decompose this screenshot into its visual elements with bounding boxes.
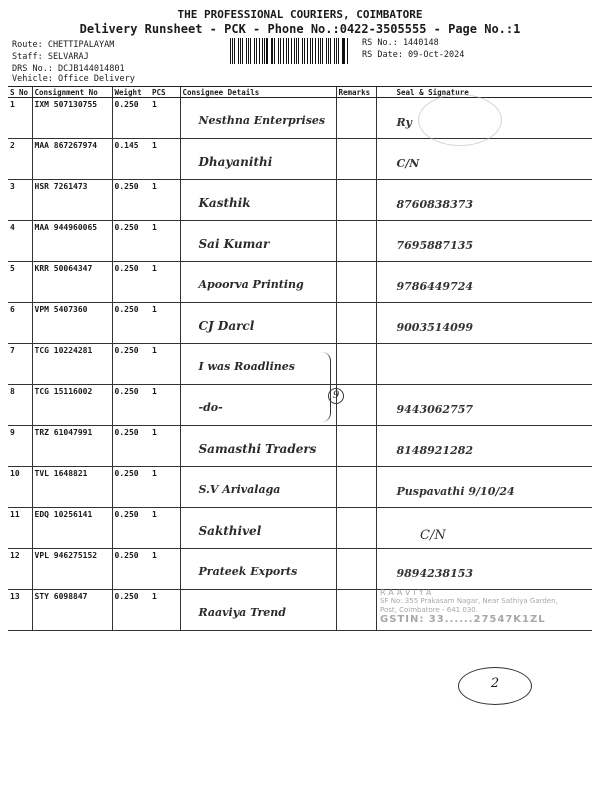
page-circle-number: 2 xyxy=(490,676,500,691)
cell-remarks xyxy=(336,549,376,590)
cell-sno: 9 xyxy=(8,426,32,467)
cell-remarks xyxy=(336,98,376,139)
cell-consignment: TCG 15116002 xyxy=(32,385,112,426)
cell-signature xyxy=(376,549,592,590)
consignee-handwriting: Sakthivel xyxy=(198,524,262,538)
col-sno: S No xyxy=(8,87,32,98)
cell-remarks xyxy=(336,262,376,303)
cell-consignment: IXM 507130755 xyxy=(32,98,112,139)
cell-sno: 6 xyxy=(8,303,32,344)
barcode-image xyxy=(230,38,350,64)
cell-consignment: MAA 944960065 xyxy=(32,221,112,262)
cell-remarks xyxy=(336,344,376,385)
cell-consignee xyxy=(180,508,336,549)
consignee-handwriting: CJ Darcl xyxy=(198,319,255,333)
cell-sno: 11 xyxy=(8,508,32,549)
barcode-bar xyxy=(242,38,243,64)
seal-mark xyxy=(418,94,502,146)
barcode-bar xyxy=(274,38,275,64)
cell-weight: 0.145 xyxy=(112,139,150,180)
cell-consignee xyxy=(180,98,336,139)
col-remarks: Remarks xyxy=(336,87,376,98)
cell-pcs: 1 xyxy=(150,549,180,590)
cell-remarks xyxy=(336,180,376,221)
table-row xyxy=(8,385,592,426)
signature-handwriting: 9786449724 xyxy=(396,280,474,293)
cell-sno: 8 xyxy=(8,385,32,426)
barcode-bar xyxy=(286,38,287,64)
cell-pcs: 1 xyxy=(150,467,180,508)
consignee-handwriting: Raaviya Trend xyxy=(198,606,286,619)
vehicle-label: Vehicle: Office Delivery xyxy=(12,74,135,84)
cell-consignment: KRR 50064347 xyxy=(32,262,112,303)
page-circle xyxy=(458,667,532,705)
barcode-bar xyxy=(280,38,281,64)
cell-consignment: HSR 7261473 xyxy=(32,180,112,221)
cell-signature xyxy=(376,426,592,467)
cell-pcs: 1 xyxy=(150,180,180,221)
table-row xyxy=(8,344,592,385)
runsheet-table xyxy=(8,86,592,631)
cell-sno: 7 xyxy=(8,344,32,385)
cell-pcs: 1 xyxy=(150,508,180,549)
signature-handwriting: 7695887135 xyxy=(396,239,474,252)
signature-handwriting: Ry xyxy=(396,116,412,129)
barcode-bar xyxy=(302,38,303,64)
consignee-handwriting: Samasthi Traders xyxy=(198,442,317,456)
col-consignee: Consignee Details xyxy=(180,87,336,98)
cell-remarks xyxy=(336,303,376,344)
consignee-handwriting: Sai Kumar xyxy=(198,237,270,251)
stamp-line-1: RAAVIYA xyxy=(380,588,435,597)
cell-weight: 0.250 xyxy=(112,426,150,467)
cell-consignee xyxy=(180,590,336,631)
company-title: THE PROFESSIONAL COURIERS, COIMBATORE xyxy=(177,8,423,21)
cell-weight: 0.250 xyxy=(112,549,150,590)
signature-handwriting: 9894238153 xyxy=(396,567,474,580)
cell-weight: 0.250 xyxy=(112,98,150,139)
cell-remarks xyxy=(336,508,376,549)
barcode-bar xyxy=(262,38,263,64)
table-row xyxy=(8,221,592,262)
cell-sno: 13 xyxy=(8,590,32,631)
cell-sno: 4 xyxy=(8,221,32,262)
cell-consignee xyxy=(180,262,336,303)
consignee-handwriting: Nesthna Enterprises xyxy=(198,114,326,127)
cell-weight: 0.250 xyxy=(112,303,150,344)
cell-consignment: VPM 5407360 xyxy=(32,303,112,344)
signature-handwriting: Puspavathi 9/10/24 xyxy=(396,485,515,498)
cell-consignee xyxy=(180,426,336,467)
table-row xyxy=(8,262,592,303)
cell-remarks xyxy=(336,467,376,508)
cell-weight: 0.250 xyxy=(112,344,150,385)
signature-handwriting: 9003514099 xyxy=(396,321,474,334)
cell-pcs: 1 xyxy=(150,385,180,426)
bracket-mark xyxy=(322,352,331,422)
stamp-line-2: SF No: 355 Prakasam Nagar, Near Sathiya Garden, xyxy=(380,597,558,605)
cell-remarks xyxy=(336,590,376,631)
cell-signature xyxy=(376,139,592,180)
cell-consignment: STY 6098847 xyxy=(32,590,112,631)
barcode-bar xyxy=(336,38,337,64)
barcode-bar xyxy=(310,38,311,64)
barcode-bar xyxy=(304,38,305,64)
cell-consignment: TCG 10224281 xyxy=(32,344,112,385)
cell-sno: 2 xyxy=(8,139,32,180)
consignee-handwriting: S.V Arivalaga xyxy=(198,483,281,496)
cell-pcs: 1 xyxy=(150,98,180,139)
col-pcs: PCS xyxy=(150,87,180,98)
company-stamp xyxy=(380,588,570,654)
cell-sno: 10 xyxy=(8,467,32,508)
barcode-bar xyxy=(294,38,295,64)
consignee-handwriting: I was Roadlines xyxy=(198,360,295,373)
cell-signature xyxy=(376,508,592,549)
table-header-row xyxy=(8,87,592,98)
cell-consignee xyxy=(180,303,336,344)
cell-consignee xyxy=(180,467,336,508)
consignee-handwriting: Kasthik xyxy=(198,196,251,210)
cell-signature xyxy=(376,344,592,385)
stamp-line-4: GSTIN: 33......27547K1ZL xyxy=(380,614,546,625)
cell-weight: 0.250 xyxy=(112,385,150,426)
signature-handwriting: 9443062757 xyxy=(396,403,474,416)
cell-consignee xyxy=(180,180,336,221)
signature-handwriting: 8760838373 xyxy=(396,198,474,211)
col-weight: Weight xyxy=(112,87,150,98)
staff-label: Staff: SELVARAJ xyxy=(12,52,89,62)
col-seal-signature: Seal & Signature xyxy=(376,87,592,98)
table-row xyxy=(8,467,592,508)
cell-weight: 0.250 xyxy=(112,262,150,303)
col-consignment: Consignment No xyxy=(32,87,112,98)
cell-pcs: 1 xyxy=(150,262,180,303)
cell-pcs: 1 xyxy=(150,139,180,180)
table-row xyxy=(8,180,592,221)
cell-consignee xyxy=(180,385,336,426)
barcode-bar xyxy=(318,38,319,64)
cell-pcs: 1 xyxy=(150,344,180,385)
barcode-bar xyxy=(238,38,239,64)
cell-consignee xyxy=(180,549,336,590)
cell-signature xyxy=(376,221,592,262)
cell-consignee xyxy=(180,344,336,385)
barcode-bar xyxy=(266,38,267,64)
cell-signature xyxy=(376,303,592,344)
cell-pcs: 1 xyxy=(150,221,180,262)
barcode-bar xyxy=(343,38,344,64)
cell-signature xyxy=(376,180,592,221)
stamp-line-3: Post, Coimbatore - 641 030. xyxy=(380,606,478,614)
cell-sno: 12 xyxy=(8,549,32,590)
barcode-bar xyxy=(330,38,331,64)
barcode-bar xyxy=(250,38,251,64)
runsheet-title: Delivery Runsheet - PCK - Phone No.:0422-3505555 - Page No.:1 xyxy=(79,22,521,36)
cell-pcs: 1 xyxy=(150,426,180,467)
cell-consignment: MAA 867267974 xyxy=(32,139,112,180)
consignee-handwriting: Dhayanithi xyxy=(198,155,273,169)
cell-consignee xyxy=(180,221,336,262)
consignee-handwriting: Prateek Exports xyxy=(198,565,298,578)
drs-number: DRS No.: DCJB144014801 xyxy=(12,64,125,74)
cell-sno: 3 xyxy=(8,180,32,221)
rs-date: RS Date: 09-Oct-2024 xyxy=(362,50,465,60)
cell-remarks xyxy=(336,221,376,262)
cell-consignment: VPL 946275152 xyxy=(32,549,112,590)
cell-consignment: EDQ 10256141 xyxy=(32,508,112,549)
table-row xyxy=(8,98,592,139)
cell-remarks xyxy=(336,426,376,467)
table-row xyxy=(8,549,592,590)
barcode-bar xyxy=(230,38,231,64)
table-row xyxy=(8,508,592,549)
cell-weight: 0.250 xyxy=(112,590,150,631)
cell-weight: 0.250 xyxy=(112,467,150,508)
route-label: Route: CHETTIPALAYAM xyxy=(12,40,115,50)
consignee-handwriting: -do- xyxy=(198,401,223,414)
cell-sno: 5 xyxy=(8,262,32,303)
table-row xyxy=(8,139,592,180)
barcode-bar xyxy=(322,38,323,64)
table-row xyxy=(8,303,592,344)
cell-consignment: TVL 1648821 xyxy=(32,467,112,508)
cell-consignment: TRZ 61047991 xyxy=(32,426,112,467)
cell-consignee xyxy=(180,139,336,180)
cell-weight: 0.250 xyxy=(112,508,150,549)
table-row xyxy=(8,426,592,467)
consignee-handwriting: Apoorva Printing xyxy=(198,278,304,291)
barcode-bar xyxy=(254,38,255,64)
cell-signature xyxy=(376,262,592,303)
cn-mark: C/N xyxy=(420,528,446,543)
cell-weight: 0.250 xyxy=(112,180,150,221)
rs-number: RS No.: 1440148 xyxy=(362,38,439,48)
cell-sno: 1 xyxy=(8,98,32,139)
bracket-number: 9 xyxy=(328,388,344,404)
signature-handwriting: 8148921282 xyxy=(396,444,474,457)
cell-pcs: 1 xyxy=(150,590,180,631)
cell-signature xyxy=(376,467,592,508)
cell-signature xyxy=(376,385,592,426)
cell-remarks xyxy=(336,139,376,180)
cell-weight: 0.250 xyxy=(112,221,150,262)
cell-pcs: 1 xyxy=(150,303,180,344)
signature-handwriting: C/N xyxy=(396,157,420,170)
